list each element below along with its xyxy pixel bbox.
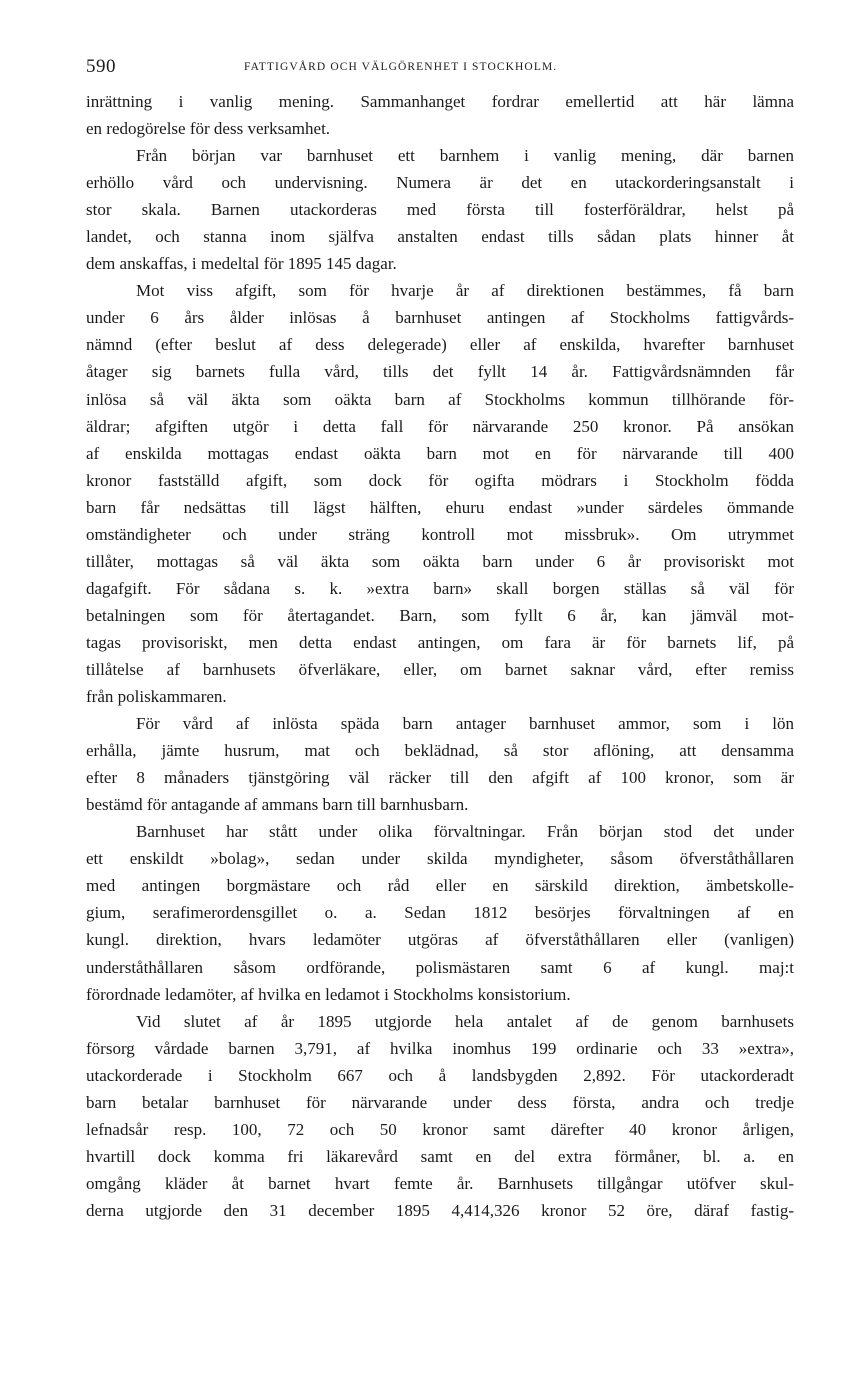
text-line: tagas provisoriskt, men detta endast antingen, om fara är för barnets lif, på: [86, 632, 794, 652]
text-line: af enskilda mottagas endast oäkta barn mot en för närvarande till 400: [86, 443, 794, 463]
text-line: tillåter, mottagas så väl äkta som oäkta barn under 6 år provisoriskt mot: [86, 551, 794, 571]
text-line: omgång kläder åt barnet hvart femte år. Barnhusets tillgångar utöfver skul-: [86, 1173, 794, 1193]
text-line: inlösa så väl äkta som oäkta barn af Stockholms kommun tillhörande för-: [86, 389, 794, 409]
text-line: dem anskaffas, i medeltal för 1895 145 dagar.: [86, 254, 397, 274]
text-line: Vid slutet af år 1895 utgjorde hela antalet af de genom barnhusets: [136, 1011, 794, 1031]
text-line: stor skala. Barnen utackorderas med första till fosterföräldrar, helst på: [86, 200, 794, 220]
text-line: Barnhuset har stått under olika förvaltningar. Från början stod det under: [136, 822, 794, 842]
text-line: omständigheter och under sträng kontroll mot missbruk». Om utrymmet: [86, 524, 794, 544]
text-line: barn får nedsättas till lägst hälften, ehuru endast »under särdeles ömmande: [86, 497, 794, 517]
text-line: barn betalar barnhuset för närvarande under dess första, andra och tredje: [86, 1092, 794, 1112]
text-line: kronor fastställd afgift, som dock för ogifta mödrars i Stockholm födda: [86, 470, 794, 490]
text-line: försorg vårdade barnen 3,791, af hvilka inomhus 199 ordinarie och 33 »extra»,: [86, 1038, 794, 1058]
text-line: nämnd (efter beslut af dess delegerade) eller af enskilda, hvarefter barnhuset: [86, 335, 794, 355]
text-line: kungl. direktion, hvars ledamöter utgöras af öfverståthållaren eller (vanligen): [86, 930, 794, 950]
text-line: under 6 års ålder inlösas å barnhuset antingen af Stockholms fattigvårds-: [86, 308, 794, 328]
text-line: tillåtelse af barnhusets öfverläkare, eller, om barnet saknar vård, efter remiss: [86, 659, 794, 679]
text-line: åtager sig barnets fulla vård, tills det fyllt 14 år. Fattigvårdsnämnden får: [86, 362, 794, 382]
running-title: FATTIGVÅRD OCH VÄLGÖRENHET I STOCKHOLM.: [244, 61, 558, 73]
text-line: hvartill dock komma fri läkarevård samt en del extra förmåner, bl. a. en: [86, 1146, 794, 1166]
text-line: äldrar; afgiften utgör i detta fall för närvarande 250 kronor. På ansökan: [86, 416, 794, 436]
text-line: ett enskildt »bolag», sedan under skilda myndigheter, såsom öfverståthållaren: [86, 849, 794, 869]
text-line: derna utgjorde den 31 december 1895 4,414,326 kronor 52 öre, däraf fastig-: [86, 1200, 794, 1220]
text-line: dagafgift. För sådana s. k. »extra barn» skall borgen ställas så väl för: [86, 578, 794, 598]
text-line: lefnadsår resp. 100, 72 och 50 kronor samt därefter 40 kronor årligen,: [86, 1119, 794, 1139]
text-line: Från början var barnhuset ett barnhem i vanlig mening, där barnen: [136, 146, 794, 166]
text-line: gium, serafimerordensgillet o. a. Sedan 1812 besörjes förvaltningen af en: [86, 903, 794, 923]
text-line: erhöllo vård och undervisning. Numera är det en utackorderingsanstalt i: [86, 173, 794, 193]
text-line: bestämd för antagande af ammans barn till barnhusbarn.: [86, 795, 469, 815]
text-line: med antingen borgmästare och råd eller en särskild direktion, ämbetskolle-: [86, 876, 794, 896]
text-line: efter 8 månaders tjänstgöring väl räcker till den afgift af 100 kronor, som är: [86, 768, 794, 788]
text-line: förordnade ledamöter, af hvilka en ledamot i Stockholms konsistorium.: [86, 984, 571, 1004]
page-number: 590: [86, 56, 116, 77]
text-line: utackorderade i Stockholm 667 och å landsbygden 2,892. För utackorderadt: [86, 1065, 794, 1085]
text-line: en redogörelse för dess verksamhet.: [86, 119, 331, 139]
text-line: För vård af inlösta späda barn antager barnhuset ammor, som i lön: [136, 714, 794, 734]
text-line: landet, och stanna inom själfva anstalten endast tills sådan plats hinner åt: [86, 227, 794, 247]
text-line: betalningen som för återtagandet. Barn, som fyllt 6 år, kan jämväl mot-: [86, 605, 794, 625]
text-line: inrättning i vanlig mening. Sammanhanget fordrar emellertid att här lämna: [86, 92, 794, 111]
body-text: [86, 88, 794, 1288]
text-line: Mot viss afgift, som för hvarje år af direktionen bestämmes, få barn: [136, 281, 794, 301]
running-head: [86, 56, 794, 80]
text-line: erhålla, jämte husrum, mat och beklädnad, så stor aflöning, att densamma: [86, 741, 794, 761]
text-line: underståthållaren såsom ordförande, polismästaren samt 6 af kungl. maj:t: [86, 957, 794, 977]
text-line: från poliskammaren.: [86, 687, 227, 707]
